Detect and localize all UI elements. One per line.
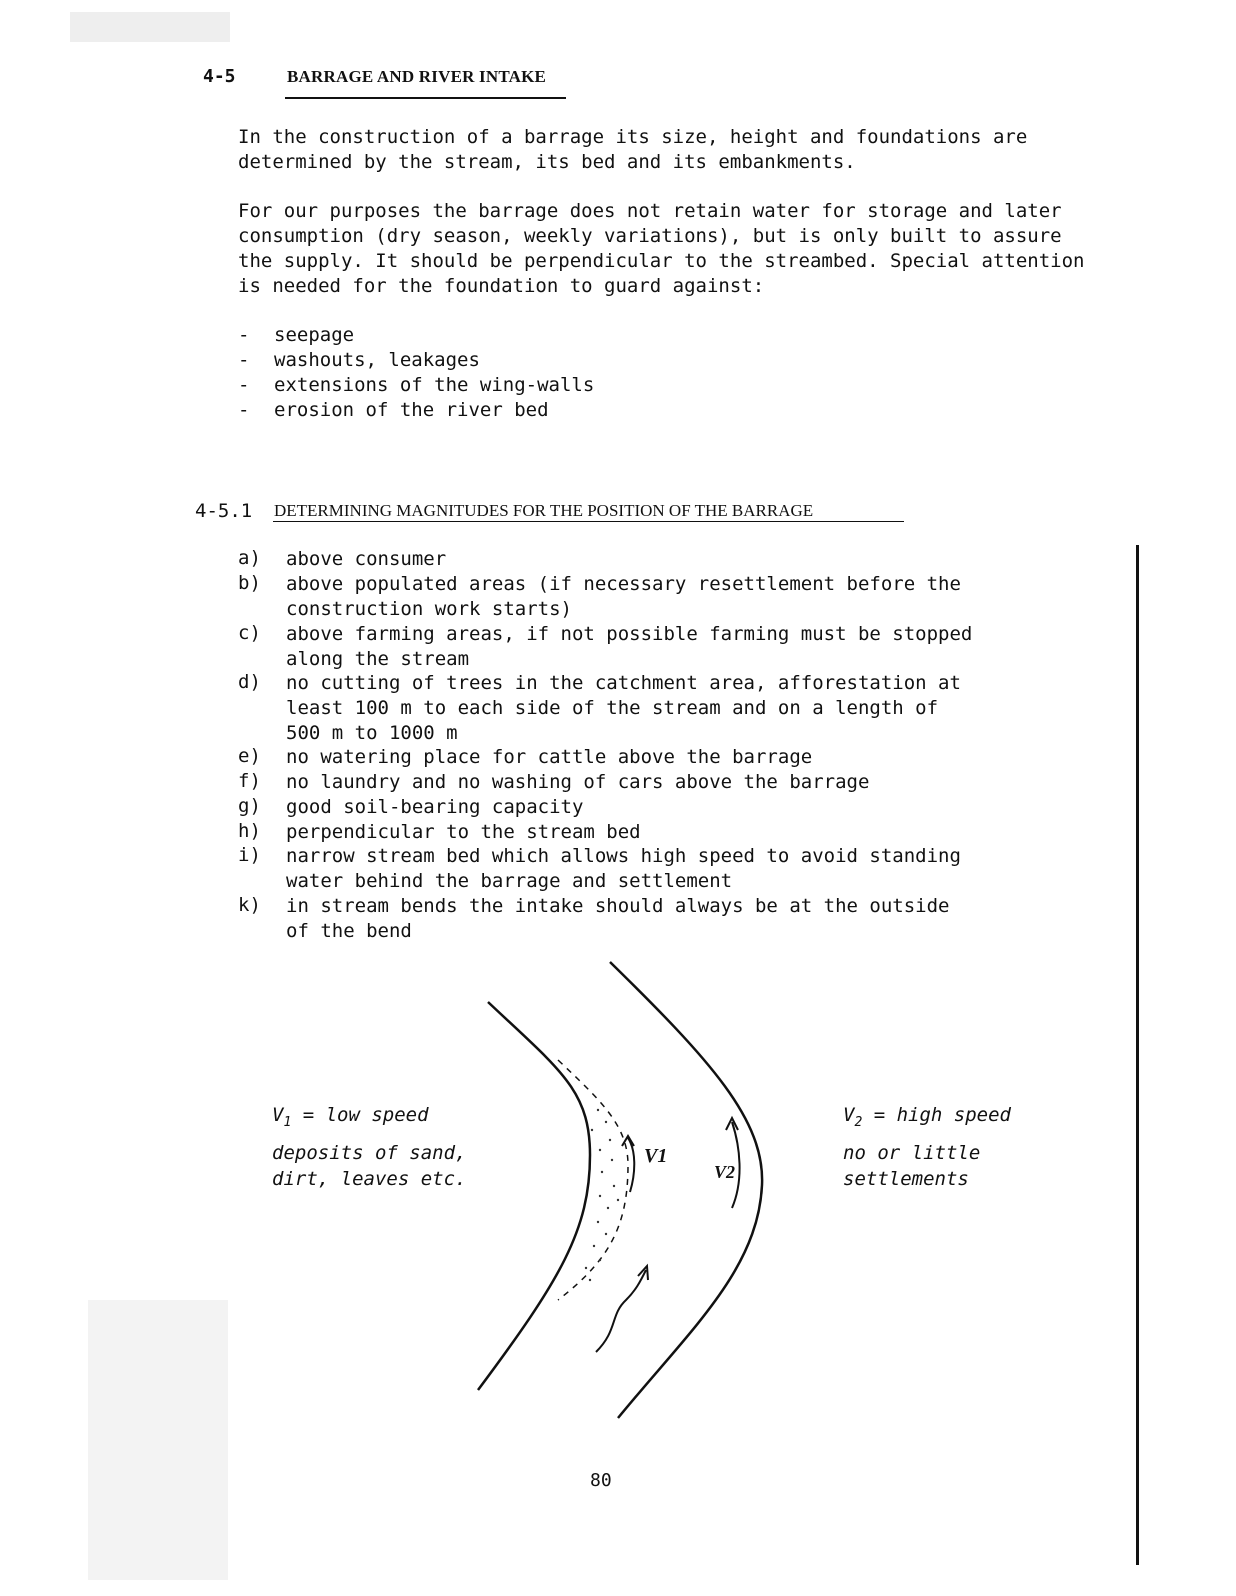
item-letter-k: k)	[238, 894, 261, 916]
item-text-b	[286, 572, 961, 622]
speed-symbol: V	[272, 1104, 284, 1126]
low-speed-caption	[272, 1104, 429, 1130]
list-item-text: washouts, leakages	[274, 349, 480, 371]
item-letter-d: d)	[238, 671, 261, 693]
hazards-list	[238, 323, 594, 423]
text-line: no laundry and no washing of cars above the barrage	[286, 771, 870, 793]
low-speed-caption-fulltext: V1 = low speed	[0, 0, 9, 1]
list-item-text: seepage	[274, 324, 355, 346]
list-item	[238, 323, 594, 348]
text-line: of the bend	[286, 920, 412, 942]
intro-paragraph-2	[238, 199, 1084, 299]
item-text-d	[286, 671, 961, 746]
text-line: construction work starts)	[286, 598, 572, 620]
subsection-title: DETERMINING MAGNITUDES FOR THE POSITION OF THE BARRAGE	[274, 501, 814, 520]
section-number: 4-5	[203, 66, 236, 87]
scan-speck-bottom-left	[88, 1300, 228, 1580]
list-item	[238, 398, 594, 423]
text-line: For our purposes the barrage does not retain water for storage and later	[238, 200, 1062, 222]
subsection-number: 4-5.1	[195, 500, 253, 522]
text-line: determined by the stream, its bed and its embankments.	[238, 151, 856, 173]
text-line: In the construction of a barrage its size, height and foundations are	[238, 126, 1028, 148]
text-line: deposits of sand,	[272, 1142, 467, 1164]
deposits-caption	[272, 1140, 466, 1192]
item-letter-a: a)	[238, 547, 261, 569]
list-item-text: erosion of the river bed	[274, 399, 549, 421]
text-line: no or little	[843, 1142, 981, 1164]
item-text-i	[286, 844, 961, 894]
text-line: along the stream	[286, 648, 470, 670]
text-line: above farming areas, if not possible farming must be stopped	[286, 623, 973, 645]
item-letter-e: e)	[238, 745, 261, 767]
list-item-text: extensions of the wing-walls	[274, 374, 595, 396]
item-text-c	[286, 622, 972, 672]
text-line: no cutting of trees in the catchment area, afforestation at	[286, 672, 961, 694]
text-line: good soil-bearing capacity	[286, 796, 584, 818]
item-text-e	[286, 745, 812, 770]
high-speed-caption	[843, 1104, 1011, 1130]
text-line: water behind the barrage and settlement	[286, 870, 733, 892]
center-flow-arrow	[596, 1270, 646, 1352]
text-line: is needed for the foundation to guard against:	[238, 275, 765, 297]
list-item	[238, 373, 594, 398]
subsection-title-underline	[273, 521, 904, 522]
item-letter-g: g)	[238, 795, 261, 817]
speed-symbol: V	[843, 1104, 855, 1126]
text-line: consumption (dry season, weekly variations), but is only built to assure	[238, 225, 1062, 247]
scan-speck-top-left	[70, 12, 230, 42]
item-letter-c: c)	[238, 622, 261, 644]
section-title-underline	[285, 97, 566, 99]
speed-subscript: 2	[854, 1114, 863, 1130]
speed-subscript: 1	[283, 1114, 292, 1130]
text-line: settlements	[843, 1168, 969, 1190]
deposit-boundary-dashed	[558, 1060, 628, 1300]
item-text-h	[286, 820, 641, 845]
inner-flow-arrowhead	[622, 1136, 634, 1146]
item-letter-h: h)	[238, 820, 261, 842]
bullet-dash: -	[238, 349, 250, 371]
section-title: BARRAGE AND RIVER INTAKE	[287, 67, 547, 86]
text-line: above populated areas (if necessary resettlement before the	[286, 573, 961, 595]
item-letter-b: b)	[238, 572, 261, 594]
settlements-caption	[843, 1140, 980, 1192]
right-margin-line	[1136, 545, 1139, 1565]
bullet-dash: -	[238, 324, 250, 346]
speed-description: = high speed	[862, 1104, 1011, 1126]
intro-paragraph-1	[238, 125, 1027, 175]
text-line: 500 m to 1000 m	[286, 722, 458, 744]
item-letter-f: f)	[238, 770, 261, 792]
text-line: in stream bends the intake should always be at the outside	[286, 895, 950, 917]
outer-bank-line	[610, 962, 762, 1418]
page-number: 80	[590, 1470, 612, 1491]
text-line: the supply. It should be perpendicular to the streambed. Special attention	[238, 250, 1085, 272]
item-text-f	[286, 770, 869, 795]
inner-speed-label: V1	[644, 1145, 668, 1167]
inner-bank-line	[478, 1002, 590, 1390]
item-text-g	[286, 795, 583, 820]
text-line: above consumer	[286, 548, 447, 570]
text-line: perpendicular to the stream bed	[286, 821, 641, 843]
item-letter-i: i)	[238, 844, 261, 866]
bullet-dash: -	[238, 399, 250, 421]
text-line: no watering place for cattle above the barrage	[286, 746, 813, 768]
list-item	[238, 348, 594, 373]
text-line: least 100 m to each side of the stream and on a length of	[286, 697, 939, 719]
bullet-dash: -	[238, 374, 250, 396]
outer-speed-label: V2	[714, 1162, 736, 1182]
speed-description: = low speed	[291, 1104, 429, 1126]
text-line: dirt, leaves etc.	[272, 1168, 467, 1190]
stream-bend-diagram	[440, 950, 800, 1430]
text-line: narrow stream bed which allows high speed to avoid standing	[286, 845, 961, 867]
item-text-a	[286, 547, 446, 572]
item-text-k	[286, 894, 949, 944]
